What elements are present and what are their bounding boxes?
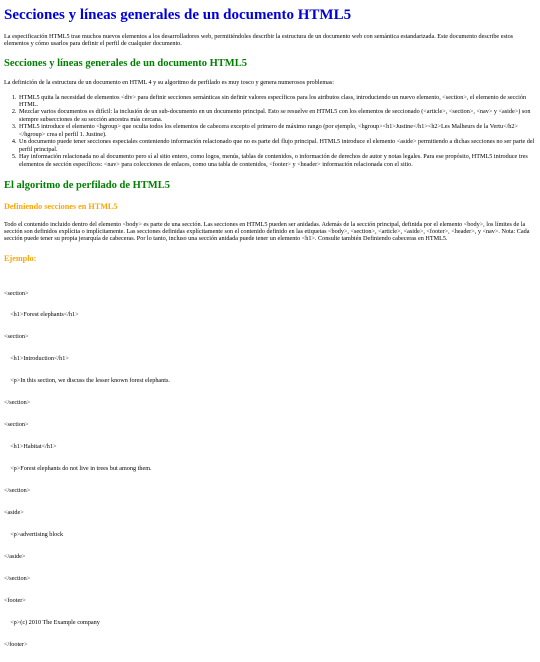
algorithm-paragraph: Todo el contenido incluido dentro del elemento <body> es parte de una sección. Las secciones en HTML5 pueden ser anidadas. Además de la sección principal, definida por el elemento <body>, los límites de la sección son definidos explícita o implícitamente. Las secciones definidas explícitamente son el contenido definido en las etiquetas <body>, <section>, <article>, <aside>, <footer>, <header>, y <nav>. Nota: Cada sección puede tener su propia jerarquía de cabeceras. Por lo tanto, incluso una sección anidada puede tener un elemento <h1>. Consulte también Definiendo cabeceras en HTML5. xyxy=(4,220,530,243)
outline-problems-list xyxy=(4,94,536,168)
code-line: <h1>Introduction</h1> xyxy=(4,355,69,363)
subheading-defining-sections: Definiendo secciones en HTML5 xyxy=(4,201,118,211)
code-line: </footer> xyxy=(4,640,28,648)
code-line: <footer> xyxy=(4,596,26,604)
code-line: <p>advertising block xyxy=(4,530,64,538)
example-code xyxy=(4,275,536,662)
section-heading-algorithm: El algoritmo de perfilado de HTML5 xyxy=(4,179,170,191)
code-line: <h1>Forest elephants</h1> xyxy=(4,311,79,319)
problem-item-1: 1. HTML5 quita la necesidad de elementos <div> para definir secciones semánticas sin definir valores específicos para los atributos class, introduciendo un nuevo elemento, <section>, el elemento de sección HTML. xyxy=(18,94,536,109)
section-heading-outlines: Secciones y líneas generales de un documento HTML5 xyxy=(4,57,247,69)
problem-item-5: 5. Hay información relacionada no al documento pero sí al sitio entero, como logos, menús, tablas de contenidos, o información de derechos de autor y notas legales. Para ese propósito, HTML5 introduce tres elementos de sección específicos: <nav> para colecciones de enlaces, como una tabla de contenidos, <footer> y <header> información relacionada con el sitio. xyxy=(18,153,536,168)
code-line: <aside> xyxy=(4,508,24,516)
code-line: <section> xyxy=(4,421,29,429)
code-line: </section> xyxy=(4,399,31,407)
code-line: <section> xyxy=(4,289,29,297)
intro-paragraph: La especificación HTML5 trae muchos nuevos elementos a los desarrolladores web, permitiéndoles describir la estructura de un documento web con semántica estandarizada. Este documento describe estos elementos y cómo usarlos para definir el perfil de cualquier documento. xyxy=(4,32,514,48)
code-line: </section> xyxy=(4,574,31,582)
code-line: </section> xyxy=(4,486,31,494)
code-line: <h1>Habitat</h1> xyxy=(4,443,57,451)
code-line: <p>In this section, we discuss the lesser known forest elephants. xyxy=(4,377,170,385)
code-line: <p>Forest elephants do not live in trees but among them. xyxy=(4,465,152,472)
subheading-example: Ejemplo: xyxy=(4,253,37,263)
outline-problems-intro: La definición de la estructura de un documento en HTML 4 y su algoritmo de perfilado es muy tosco y genera numerosos problemas: xyxy=(4,79,335,87)
problem-item-3: 3. HTML5 introduce el elemento <hgroup> que oculta todos los elementos de cabecera excepto el primero de máximo rango (por ejemplo, <hgroup><h1>Justine</h1><h2>Les Malheurs de la Vertu</h2></hgroup> crea el perfil 1. Justine). xyxy=(18,123,536,138)
code-line: <p>(c) 2010 The Example company xyxy=(4,618,100,626)
problem-item-2: 2. Mezclar varios documentos es difícil: la inclusión de un sub-documento en un documento principal. Esto se resuelve en HTML5 con los elementos de seccionado (<article>, <section>, <nav> y <aside>) son siempre subsecciones de su sección ancestra más cercana. xyxy=(18,108,536,123)
page-title: Secciones y líneas generales de un documento HTML5 xyxy=(4,7,352,23)
code-line: </aside> xyxy=(4,552,26,560)
problem-item-4: 4. Un documento puede tener secciones especiales conteniendo información relacionado que no es parte del flujo principal. HTML5 introduce el elemento <aside> permitiendo a dichas secciones no ser parte del perfil principal. xyxy=(18,138,536,153)
code-line: <section> xyxy=(4,333,29,341)
